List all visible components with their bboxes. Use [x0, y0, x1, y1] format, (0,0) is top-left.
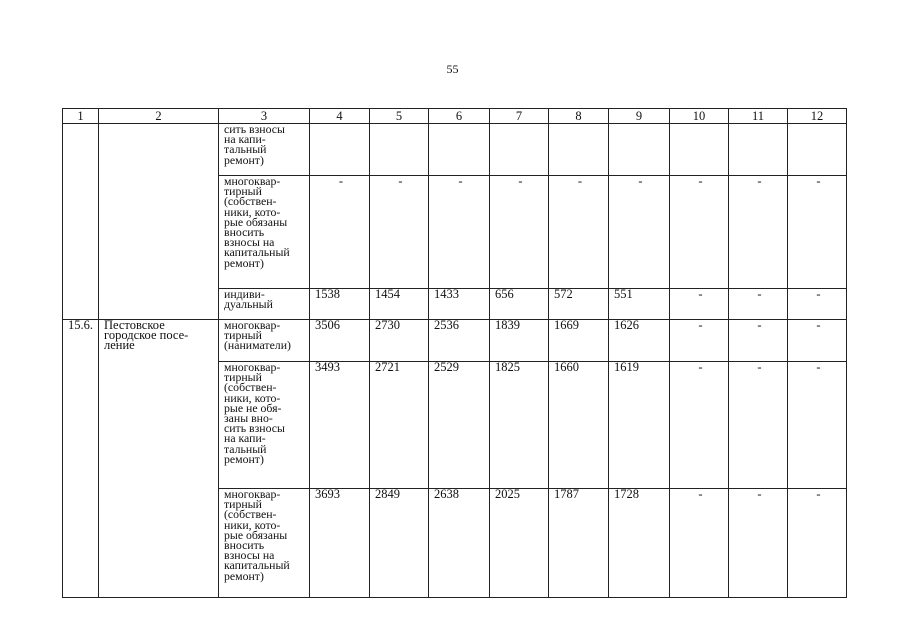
housing-type-line: заны вно- [224, 411, 273, 426]
housing-type-line: (наниматели) [224, 338, 291, 353]
housing-type-line: тирный [224, 497, 262, 512]
housing-type-line: тальный [224, 441, 267, 456]
housing-type-line: сить взносы [224, 421, 285, 436]
housing-type-line: индиви- [224, 287, 265, 301]
housing-type-line: многоквар- [224, 360, 281, 374]
value-cell [670, 124, 729, 176]
housing-type-line: ники, кото- [224, 204, 281, 219]
table-row [63, 124, 847, 176]
housing-type-line: многоквар- [224, 174, 281, 188]
housing-type-line: рые обязаны [224, 214, 288, 229]
value-cell: 2529 [429, 362, 490, 489]
housing-type [219, 489, 310, 598]
column-header: 2 [99, 109, 219, 124]
housing-type [219, 176, 310, 289]
row-number: 15.6. [63, 320, 99, 598]
value-dash: - [788, 362, 847, 489]
housing-type [219, 320, 310, 362]
housing-type [219, 289, 310, 320]
value-dash: - [729, 489, 788, 598]
value-dash: - [490, 176, 549, 289]
value-cell: 1787 [549, 489, 609, 598]
housing-type-line: капитальный [224, 245, 290, 260]
value-dash: - [670, 320, 729, 362]
housing-type-line: взносы на [224, 548, 275, 563]
housing-type-line: тирный [224, 328, 262, 343]
value-cell: 1660 [549, 362, 609, 489]
value-cell: 2721 [370, 362, 429, 489]
value-dash: - [729, 176, 788, 289]
housing-type-line: рые обязаны [224, 527, 288, 542]
column-header: 9 [609, 109, 670, 124]
housing-type-line: ремонт) [224, 568, 264, 583]
table-row [63, 320, 847, 362]
value-dash: - [729, 320, 788, 362]
value-cell [549, 124, 609, 176]
value-cell [490, 124, 549, 176]
value-cell: 3493 [310, 362, 370, 489]
value-cell: 1728 [609, 489, 670, 598]
value-cell [310, 124, 370, 176]
column-header: 4 [310, 109, 370, 124]
value-dash: - [609, 176, 670, 289]
housing-type-line: вносить [224, 225, 265, 240]
housing-type-line: дуальный [224, 297, 273, 312]
housing-type-line: ремонт) [224, 152, 264, 167]
housing-type-line: тирный [224, 370, 262, 385]
housing-type-line: рые не обя- [224, 400, 282, 415]
value-dash: - [670, 362, 729, 489]
value-cell: 1669 [549, 320, 609, 362]
housing-type [219, 124, 310, 176]
housing-type-line: взносы на [224, 235, 275, 250]
column-header: 11 [729, 109, 788, 124]
value-cell: 3506 [310, 320, 370, 362]
housing-type-line: ремонт) [224, 255, 264, 270]
housing-type [219, 362, 310, 489]
housing-type-line: капитальный [224, 558, 290, 573]
value-cell: 2025 [490, 489, 549, 598]
value-dash: - [670, 176, 729, 289]
column-header: 7 [490, 109, 549, 124]
value-dash: - [370, 176, 429, 289]
data-table [62, 108, 847, 598]
value-dash: - [549, 176, 609, 289]
column-header: 12 [788, 109, 847, 124]
value-cell [788, 124, 847, 176]
page-number: 55 [446, 62, 459, 76]
value-cell: 572 [549, 289, 609, 320]
value-dash: - [729, 362, 788, 489]
column-header: 10 [670, 109, 729, 124]
value-cell: 2730 [370, 320, 429, 362]
value-cell: 551 [609, 289, 670, 320]
housing-type-line: многоквар- [224, 487, 281, 501]
value-dash: - [788, 320, 847, 362]
value-cell: 2638 [429, 489, 490, 598]
housing-type-line: ники, кото- [224, 390, 281, 405]
housing-type-line: вносить [224, 538, 265, 553]
housing-type-line: на капи- [224, 431, 266, 446]
housing-type-line: (собствен- [224, 380, 277, 395]
housing-type-line: (собствен- [224, 507, 277, 522]
housing-type-line: (собствен- [224, 194, 277, 209]
housing-type-line: на капи- [224, 132, 266, 147]
value-cell: 2536 [429, 320, 490, 362]
value-dash: - [788, 176, 847, 289]
value-cell: 1433 [429, 289, 490, 320]
settlement-cell [99, 124, 219, 320]
value-cell: 2849 [370, 489, 429, 598]
column-header: 3 [219, 109, 310, 124]
value-cell: 656 [490, 289, 549, 320]
housing-type-line: ремонт) [224, 451, 264, 466]
housing-type-line: тальный [224, 142, 267, 157]
value-cell: 3693 [310, 489, 370, 598]
housing-type-line: сить взносы [224, 122, 285, 136]
value-cell [609, 124, 670, 176]
value-dash: - [429, 176, 490, 289]
number-cell [63, 124, 99, 320]
value-cell: 1454 [370, 289, 429, 320]
column-header: 6 [429, 109, 490, 124]
value-dash: - [310, 176, 370, 289]
value-dash: - [788, 289, 847, 320]
value-dash: - [670, 289, 729, 320]
column-header: 5 [370, 109, 429, 124]
value-cell: 1839 [490, 320, 549, 362]
value-cell: 1825 [490, 362, 549, 489]
column-header: 8 [549, 109, 609, 124]
value-cell: 1626 [609, 320, 670, 362]
header-row [63, 109, 847, 124]
housing-type-line: многоквар- [224, 318, 281, 332]
value-dash: - [670, 489, 729, 598]
settlement-name: Пестовское городское посе-ление [99, 320, 219, 598]
housing-type-line: ники, кото- [224, 517, 281, 532]
housing-type-line: тирный [224, 184, 262, 199]
value-dash: - [788, 489, 847, 598]
value-cell [370, 124, 429, 176]
value-cell: 1619 [609, 362, 670, 489]
value-dash: - [729, 289, 788, 320]
value-cell [729, 124, 788, 176]
value-cell: 1538 [310, 289, 370, 320]
value-cell [429, 124, 490, 176]
column-header: 1 [63, 109, 99, 124]
